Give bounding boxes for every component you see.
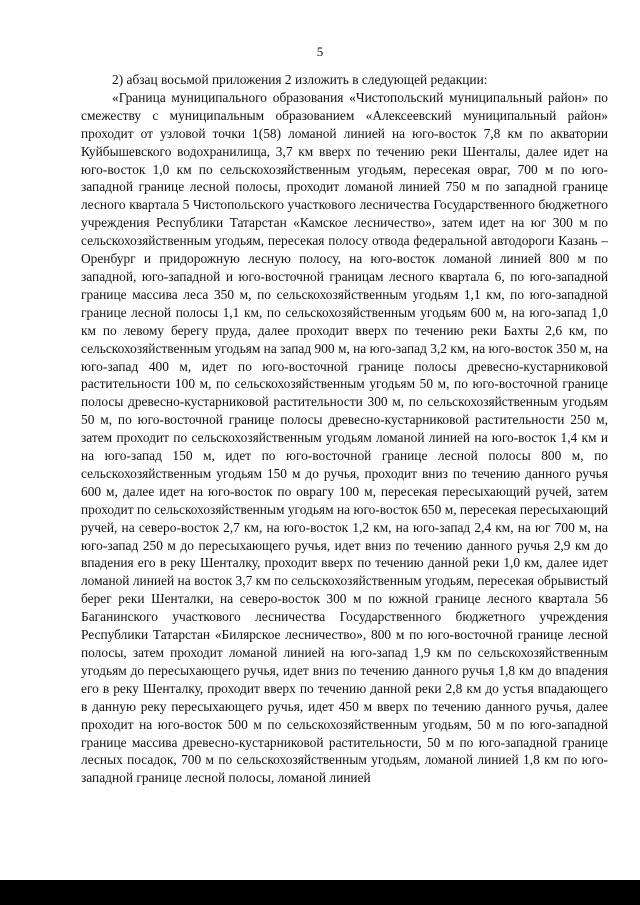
page-number: 5 [316, 44, 324, 59]
boundary-description-paragraph: «Граница муниципального образования «Чистопольский муниципальный район» по смежеству с муниципальным образованием «Алексеевский муниципальный район» проходит от узловой точки 1(58) ломаной линией на юго-восток 7,8 км по акватории Куйбышевского водохранилища, 3,7 км вверх по течению реки Шенталы, далее идет на юго-восток 1,0 км по сельскохозяйственным угодьям, пересекая овраг, 700 м по юго-западной границе лесной полосы, проходит ломаной линией 750 м по западной границе лесного квартала 5 Чистопольского участкового лесничества Государственного бюджетного учреждения Республики Татарстан «Камское лесничество», затем идет на юг 300 м по сельскохозяйственным угодьям, пересекая полосу отвода федеральной автодороги Казань – Оренбург и придорожную лесную полосу, на юго-восток ломаной линией 800 м по западной, юго-западной и юго-восточной границам лесного квартала 6, по юго-западной границе массива леса 350 м, по сельскохозяйственным угодьям 1,1 км, по юго-западной границе лесной полосы 1,1 км, по сельскохозяйственным угодьям 600 м, на юго-запад 1,0 км по левому берегу пруда, далее проходит вверх по течению реки Бахты 2,6 км, по сельскохозяйственным угодьям на запад 900 м, на юго-запад 3,2 км, на юго-восток 350 м, на юго-запад 400 м, идет по юго-восточной границе полосы древесно-кустарниковой растительности 100 м, по сельскохозяйственным угодьям 50 м, по юго-восточной границе полосы древесно-кустарниковой растительности 300 м, по сельскохозяйственным угодьям 50 м, по юго-восточной границе полосы древесно-кустарниковой растительности 250 м, затем проходит по сельскохозяйственным угодьям ломаной линией на юго-восток 1,4 км и на юго-запад 150 м, идет по юго-восточной границе лесной полосы 800 м, по сельскохозяйственным угодьям 150 м до ручья, проходит вниз по течению данного ручья 600 м, далее идет на юго-восток по оврагу 100 м, пересекая пересыхающий ручей, затем проходит по сельскохозяйственным угодьям на юго-восток 650 м, пересекая пересыхающий ручей, на северо-восток 2,7 км, на юго-восток 1,2 км, на юго-запад 2,4 км, на юг 700 м, на юго-запад 250 м до пересыхающего ручья, идет вниз по течению данного ручья 2,9 км до впадения его в реку Шенталку, проходит вверх по течению данной реки 1,0 км, далее идет ломаной линией на восток 3,7 км по сельскохозяйственным угодьям, пересекая обрывистый берег реки Шенталки, на северо-восток 300 м по южной границе лесного квартала 56 Баганинского участкового лесничества Государственного бюджетного учреждения Республики Татарстан «Билярское лесничество», 800 м по юго-восточной границе лесной полосы, затем проходит ломаной линией на юго-запад 1,9 км по сельскохозяйственным угодьям до пересыхающего ручья, идет вниз по течению данного ручья 1,8 км до впадения его в реку Шенталку, проходит вверх по течению данной реки 2,8 км до устья впадающего в данную реку пересыхающего ручья, идет 450 м вверх по течению данного ручья, далее проходит на юго-восток 500 м по сельскохозяйственным угодьям, 50 м по юго-западной границе массива древесно-кустарниковой растительности, 50 м по юго-западной границе лесных посадок, 700 м по сельскохозяйственным угодьям, ломаной линией 1,8 км по юго-западной границе лесной полосы, ломаной линией [81, 89, 608, 786]
scan-border [0, 880, 640, 905]
amendment-intro-paragraph: 2) абзац восьмой приложения 2 изложить в следующей редакции: [112, 72, 488, 87]
document-body [81, 71, 608, 787]
